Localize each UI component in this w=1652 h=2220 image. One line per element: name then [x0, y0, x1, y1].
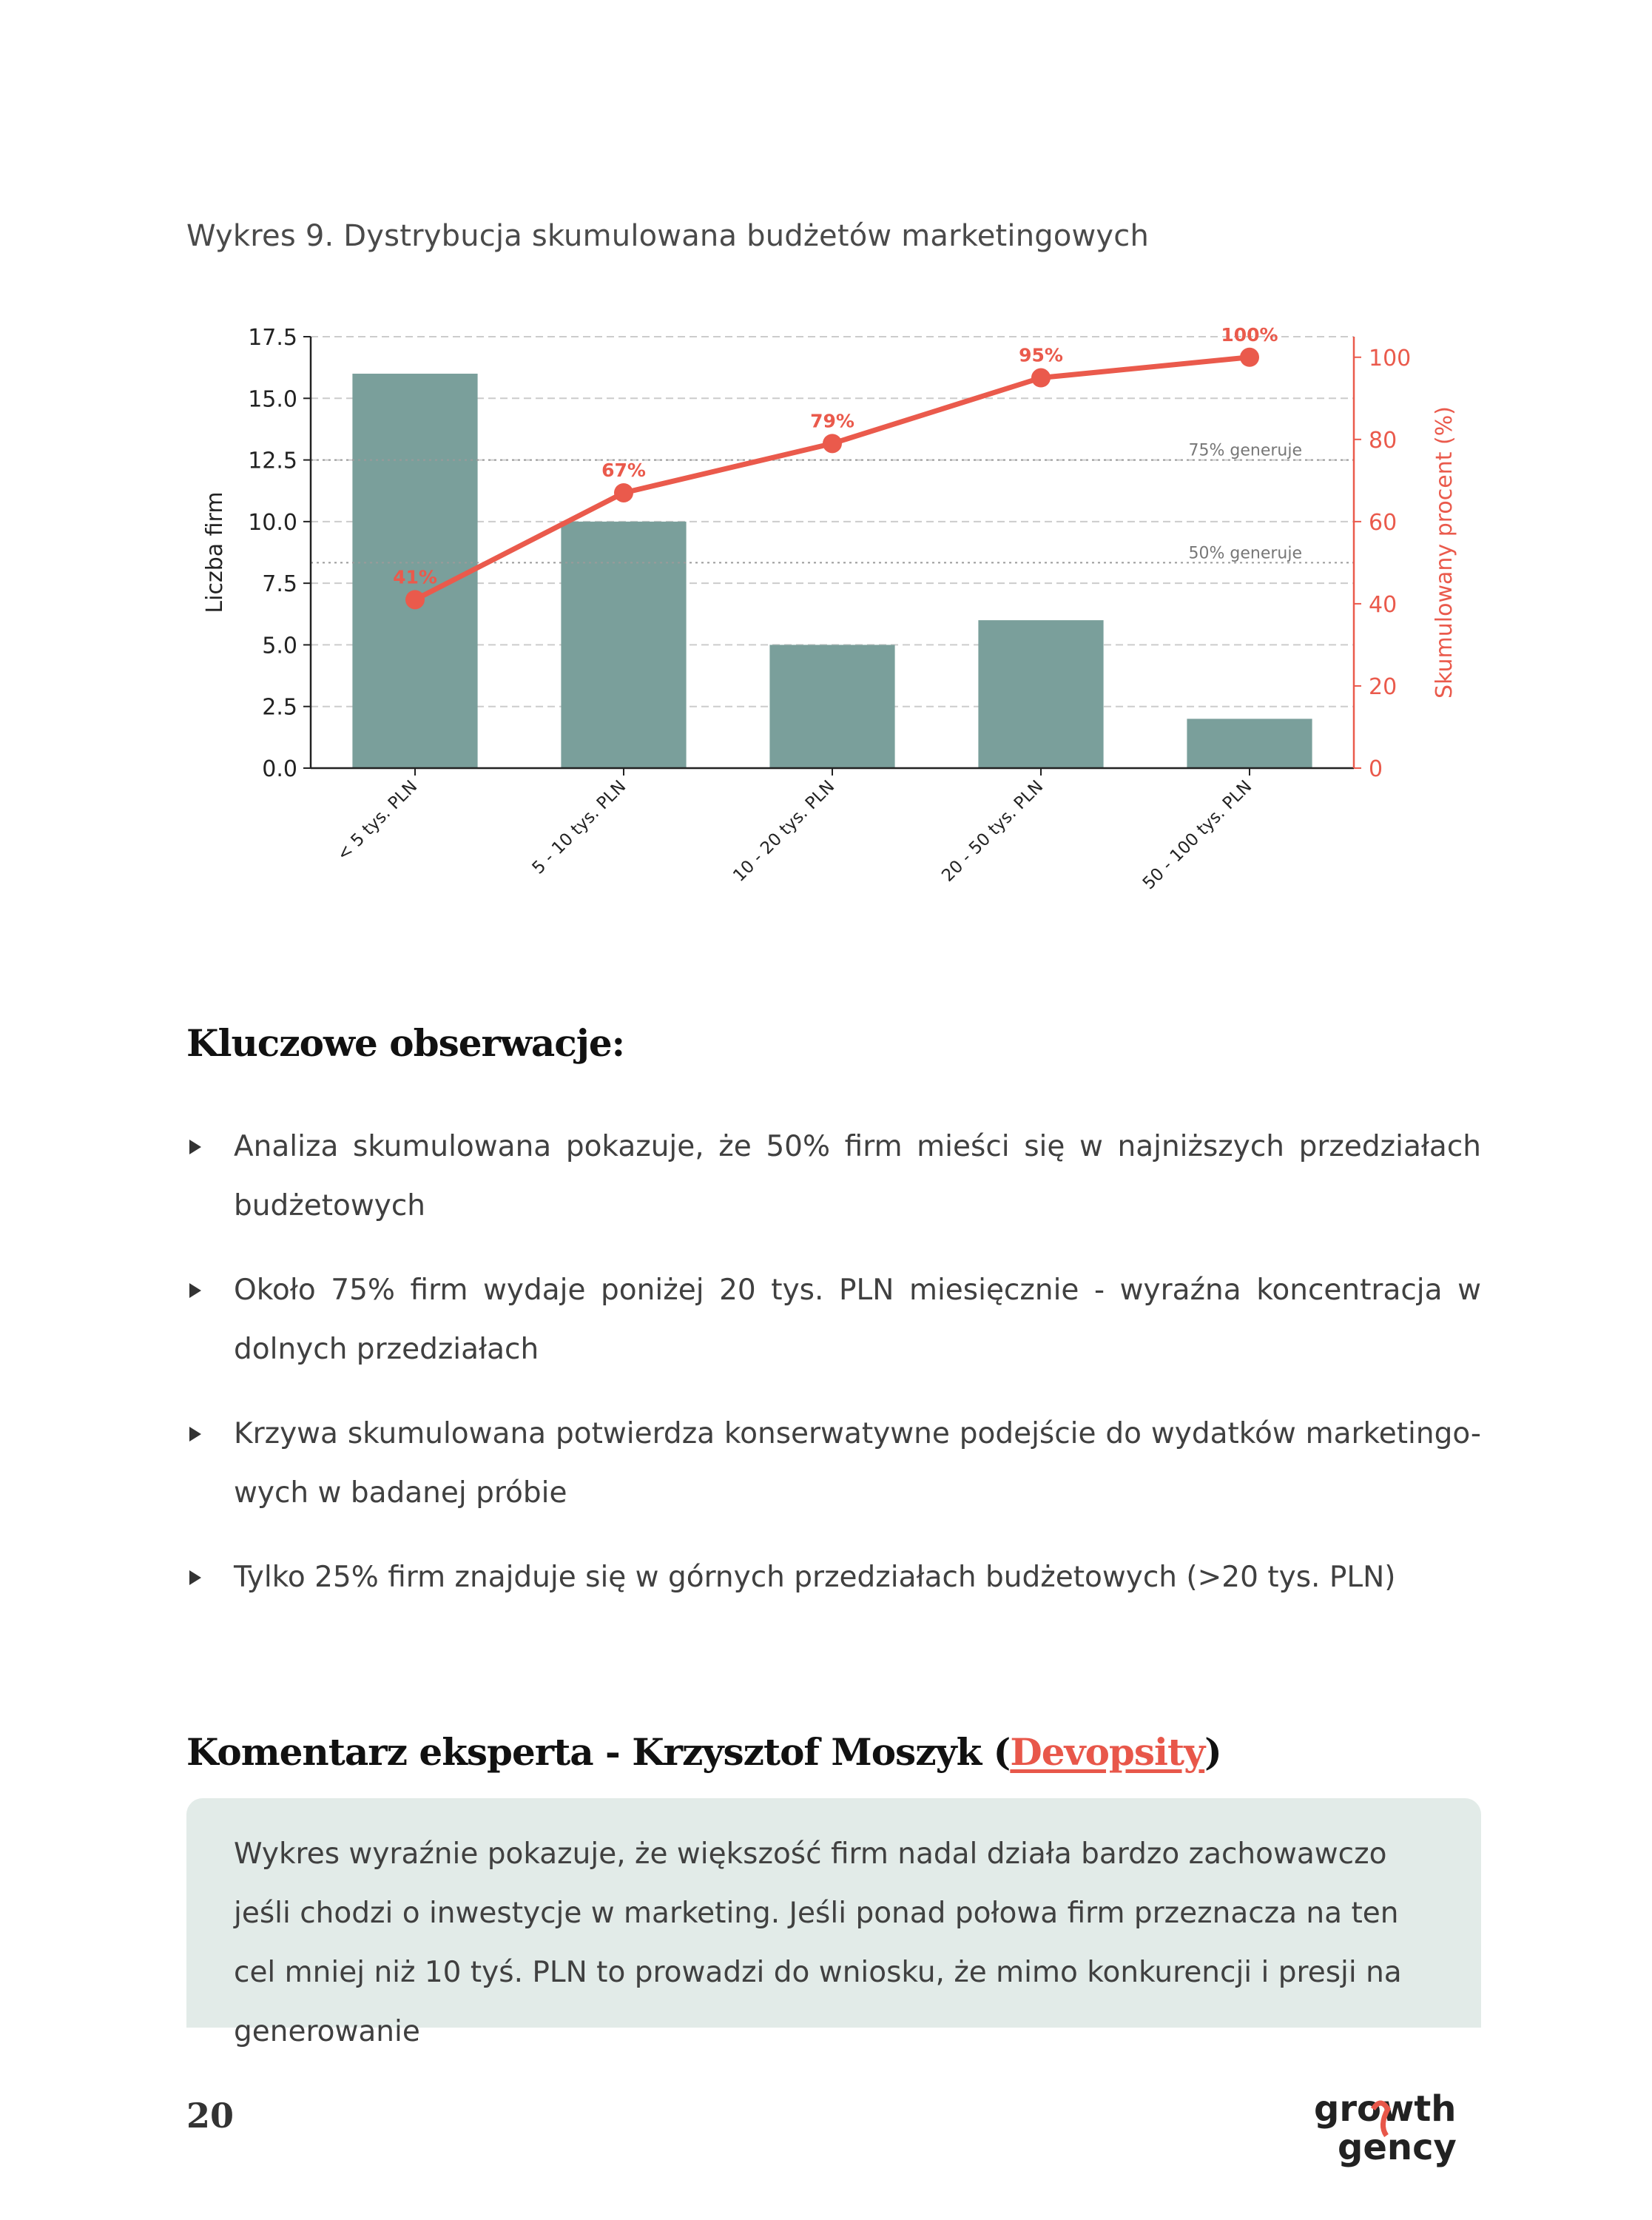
- y-tick-label: 7.5: [262, 571, 297, 598]
- y-tick-label: 0.0: [262, 756, 297, 782]
- y2-axis-label: Skumulowany procent (%): [1432, 406, 1457, 699]
- list-item: Tylko 25% firm znajduje się w górnych przedziałach budżetowych (>20 tys. PLN): [186, 1548, 1481, 1607]
- reference-label: 50% generuje: [1188, 544, 1302, 563]
- x-tick-label: 10 - 20 tys. PLN: [729, 776, 839, 886]
- y-tick-label: 5.0: [262, 633, 297, 659]
- triangle-bullet-icon: [189, 1140, 201, 1154]
- bar: [769, 645, 894, 768]
- y-axis-label: Liczba firm: [202, 491, 228, 613]
- x-tick-label: 50 - 100 tys. PLN: [1139, 776, 1256, 894]
- cumulative-point: [823, 434, 842, 453]
- triangle-bullet-icon: [189, 1427, 201, 1442]
- devopsity-link[interactable]: Devopsity: [1010, 1730, 1205, 1774]
- logo-line-2: gency: [1338, 2127, 1457, 2168]
- x-tick-label: < 5 tys. PLN: [333, 776, 422, 865]
- bar: [561, 522, 686, 768]
- y-tick-label: 12.5: [248, 448, 297, 474]
- y-tick-label: 10.0: [248, 509, 297, 536]
- y2-tick-label: 60: [1369, 509, 1398, 536]
- logo-line-1: growth: [1314, 2088, 1457, 2130]
- observations-title: Kluczowe obserwacje:: [186, 1021, 625, 1065]
- bar: [1187, 719, 1312, 768]
- observations-list: [186, 1117, 1481, 1632]
- y2-tick-label: 0: [1369, 756, 1383, 782]
- expert-quote-box: [186, 1798, 1481, 2048]
- point-label: 95%: [1019, 344, 1063, 366]
- list-item: Krzywa skumulowana potwierdza konserwatywne podejście do wydatków marketingo-wych w badanej próbie: [186, 1405, 1481, 1523]
- reference-label: 75% generuje: [1188, 441, 1302, 460]
- expert-comment-title: Komentarz eksperta - Krzysztof Moszyk (Devopsity): [186, 1730, 1221, 1774]
- cumulative-point: [1031, 369, 1051, 388]
- y-tick-label: 17.5: [248, 325, 297, 351]
- triangle-bullet-icon: [189, 1570, 201, 1585]
- page-number: 20: [186, 2096, 235, 2136]
- cumulative-point: [1240, 348, 1259, 367]
- point-label: 100%: [1221, 323, 1278, 346]
- chart-caption: Wykres 9. Dystrybucja skumulowana budżetów marketingowych: [186, 219, 1150, 253]
- growthgency-logo: [1309, 2087, 1487, 2168]
- y-tick-label: 2.5: [262, 694, 297, 721]
- point-label: 41%: [393, 566, 437, 588]
- y2-tick-label: 100: [1369, 345, 1412, 371]
- triangle-bullet-icon: [189, 1283, 201, 1298]
- pareto-chart: [178, 311, 1480, 947]
- x-tick-label: 20 - 50 tys. PLN: [938, 776, 1048, 886]
- list-item: Analiza skumulowana pokazuje, że 50% firm mieści się w najniższych przedziałach budżetowych: [186, 1117, 1481, 1236]
- expert-quote-text: Wykres wyraźnie pokazuje, że większość firm nadal działa bardzo zachowawczo jeśli chodzi o inwestycje w marketing. Jeśli ponad połowa firm przeznacza na ten cel mniej niż 10 tyś. PLN to prowadzi do wniosku, że mimo konkurencji i presji na generowanie: [234, 1837, 1402, 2048]
- x-tick-label: 5 - 10 tys. PLN: [528, 776, 630, 878]
- list-item: Około 75% firm wydaje poniżej 20 tys. PLN miesięcznie - wyraźna koncentracja w dolnych przedziałach: [186, 1261, 1481, 1379]
- y2-tick-label: 20: [1369, 673, 1398, 700]
- y2-tick-label: 80: [1369, 427, 1398, 454]
- point-label: 79%: [810, 410, 854, 432]
- y-tick-label: 15.0: [248, 386, 297, 413]
- cumulative-point: [405, 590, 425, 609]
- cumulative-point: [614, 483, 633, 502]
- bar: [978, 620, 1103, 768]
- y2-tick-label: 40: [1369, 591, 1398, 618]
- point-label: 67%: [601, 459, 646, 481]
